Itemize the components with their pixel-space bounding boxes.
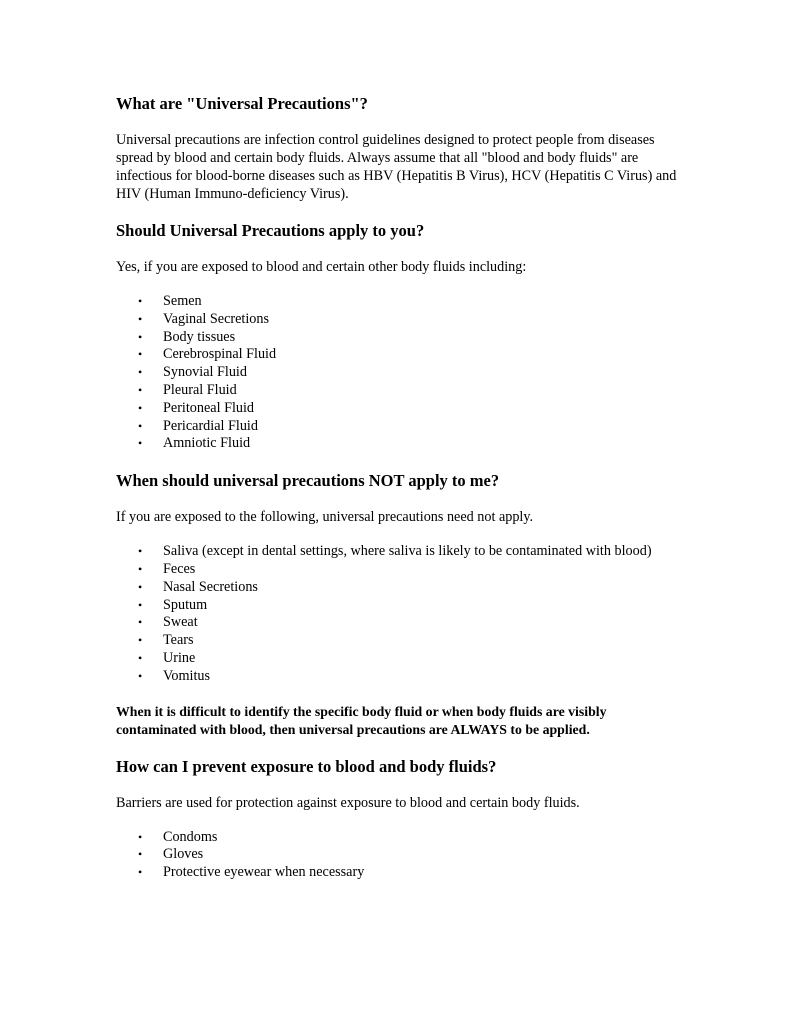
bullet-icon: •: [138, 382, 143, 397]
list-item: • Nasal Secretions: [138, 578, 258, 595]
barriers-list: [116, 829, 681, 882]
bullet-icon: •: [138, 436, 143, 451]
section-heading-universal-precautions: What are "Universal Precautions"?: [116, 94, 368, 113]
list-item: • Body tissues: [138, 328, 236, 345]
apply-fluids-list: [116, 293, 681, 453]
section-paragraph-should-apply: Yes, if you are exposed to blood and certain other body fluids including:: [116, 259, 527, 275]
bullet-icon: •: [138, 418, 143, 433]
list-item: • Amniotic Fluid: [138, 435, 251, 452]
bullet-icon: •: [138, 561, 143, 576]
bullet-icon: •: [138, 847, 143, 862]
list-item: • Sweat: [138, 614, 198, 631]
bullet-icon: •: [138, 597, 143, 612]
not-apply-fluids-list: [116, 543, 681, 685]
list-item: • Vomitus: [138, 667, 211, 684]
list-item: • Cerebrospinal Fluid: [138, 346, 277, 363]
list-item: • Tears: [138, 632, 194, 649]
document-page: [116, 93, 681, 882]
list-item: • Synovial Fluid: [138, 364, 247, 381]
list-item: • Semen: [138, 293, 202, 309]
list-item: • Vaginal Secretions: [138, 310, 269, 327]
bullet-icon: •: [138, 579, 143, 594]
list-item: • Saliva (except in dental settings, where saliva is likely to be contaminated with blood): [138, 543, 652, 560]
list-item: • Gloves: [138, 846, 204, 863]
bullet-icon: •: [138, 400, 143, 415]
section-paragraph-definition: Universal precautions are infection control guidelines designed to protect people from diseases spread by blood and certain body fluids. Always assume that all "blood and body fluids" are infectious for blood-borne diseases such as HBV (Hepatitis B Virus), HCV (Hepatitis C Virus) and HIV (Human Immuno-deficiency Virus).: [116, 132, 677, 202]
bullet-icon: •: [138, 294, 143, 308]
section-paragraph-not-apply: If you are exposed to the following, universal precautions need not apply.: [116, 509, 534, 526]
bullet-icon: •: [138, 633, 143, 648]
list-item: • Pericardial Fluid: [138, 417, 258, 434]
list-item: • Urine: [138, 649, 196, 666]
bullet-icon: •: [138, 311, 143, 326]
section-heading-should-apply: Should Universal Precautions apply to you?: [116, 221, 425, 240]
bullet-icon: •: [138, 329, 143, 344]
bullet-icon: •: [138, 544, 143, 559]
section-paragraph-barriers: Barriers are used for protection against exposure to blood and certain body fluids.: [116, 794, 580, 811]
bullet-icon: •: [138, 347, 143, 362]
list-item: • Condoms: [138, 828, 218, 845]
bullet-icon: •: [138, 365, 143, 380]
always-apply-note: When it is difficult to identify the specific body fluid or when body fluids are visibly contaminated with blood, then universal precautions are ALWAYS to be applied.: [116, 703, 607, 737]
bullet-icon: •: [138, 650, 143, 665]
section-heading-prevent-exposure: How can I prevent exposure to blood and body fluids?: [116, 756, 497, 776]
list-item: • Peritoneal Fluid: [138, 399, 255, 416]
bullet-icon: •: [138, 865, 143, 880]
bullet-icon: •: [138, 615, 143, 630]
list-item: • Pleural Fluid: [138, 381, 237, 398]
section-heading-not-apply: When should universal precautions NOT apply to me?: [116, 471, 500, 491]
bullet-icon: •: [138, 668, 143, 683]
bullet-icon: •: [138, 829, 143, 844]
list-item: • Sputum: [138, 596, 208, 613]
list-item: • Feces: [138, 560, 196, 577]
list-item: • Protective eyewear when necessary: [138, 864, 365, 881]
